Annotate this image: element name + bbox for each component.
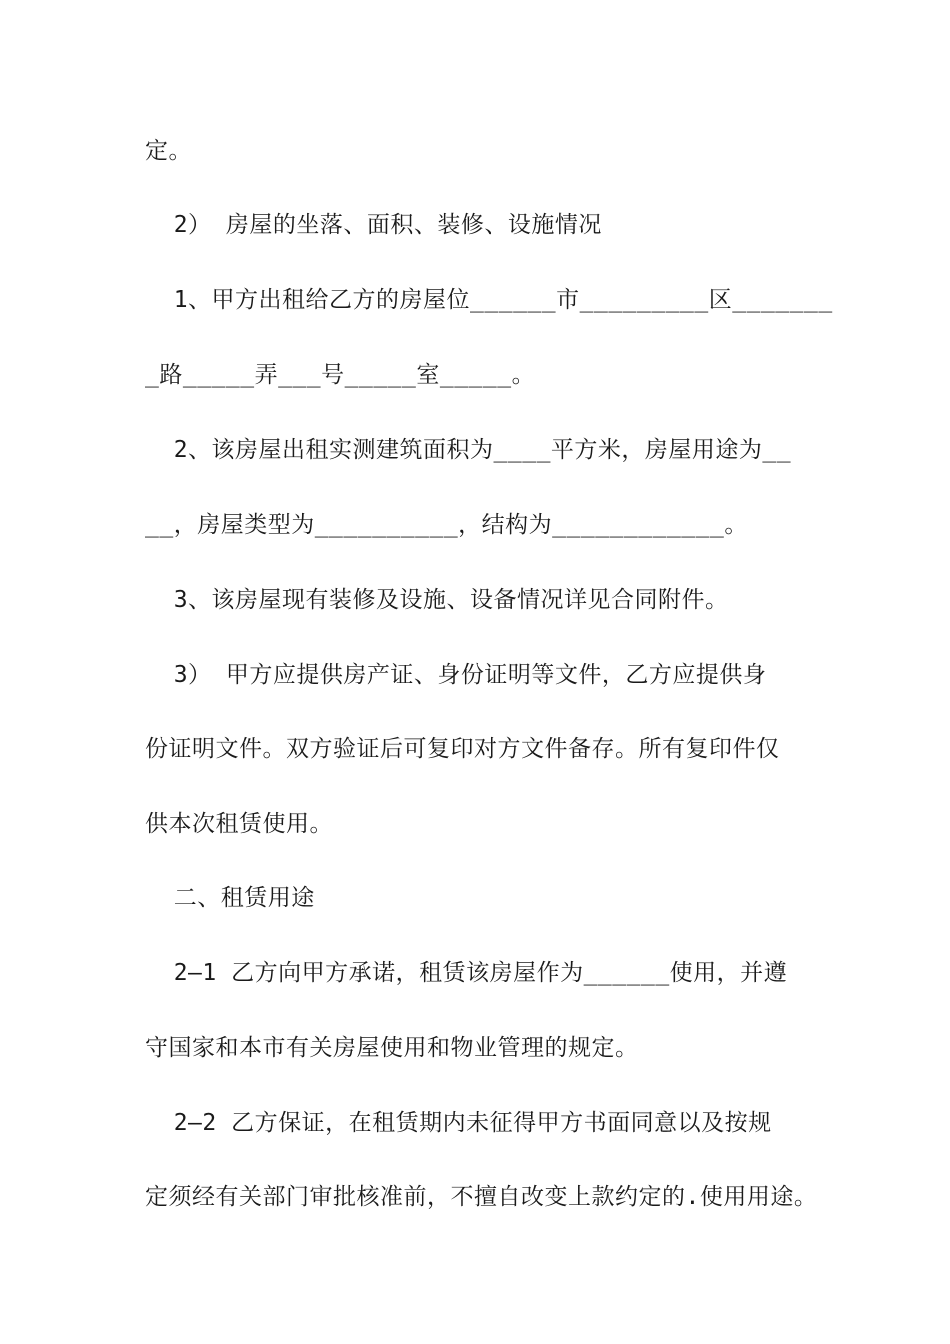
text-line: 1、甲方出租给乙方的房屋位______市_________区_______ [145, 287, 833, 313]
section-heading: 3） 甲方应提供房产证、身份证明等文件，乙方应提供身 [145, 662, 767, 688]
text-line: 2、该房屋出租实测建筑面积为____平方米，房屋用途为__ [145, 437, 792, 463]
text-line: _路_____弄___号_____室_____。 [145, 362, 536, 388]
text-line: 份证明文件。双方验证后可复印对方文件备存。所有复印件仅 [145, 736, 780, 762]
text-line: 定。 [145, 138, 192, 164]
text-line: 供本次租赁使用。 [145, 811, 333, 837]
section-heading: 二、租赁用途 [145, 885, 315, 911]
text-line: 2—2 乙方保证，在租赁期内未征得甲方书面同意以及按规 [145, 1110, 772, 1136]
text-line: 定须经有关部门审批核准前，不擅自改变上款约定的.使用用途。 [145, 1184, 818, 1210]
section-heading: 2） 房屋的坐落、面积、装修、设施情况 [145, 212, 602, 238]
text-line: __，房屋类型为__________，结构为____________。 [145, 512, 748, 538]
text-line: 3、该房屋现有装修及设施、设备情况详见合同附件。 [145, 587, 729, 613]
text-line: 2—1 乙方向甲方承诺，租赁该房屋作为______使用，并遵 [145, 960, 788, 986]
text-line: 守国家和本市有关房屋使用和物业管理的规定。 [145, 1035, 639, 1061]
